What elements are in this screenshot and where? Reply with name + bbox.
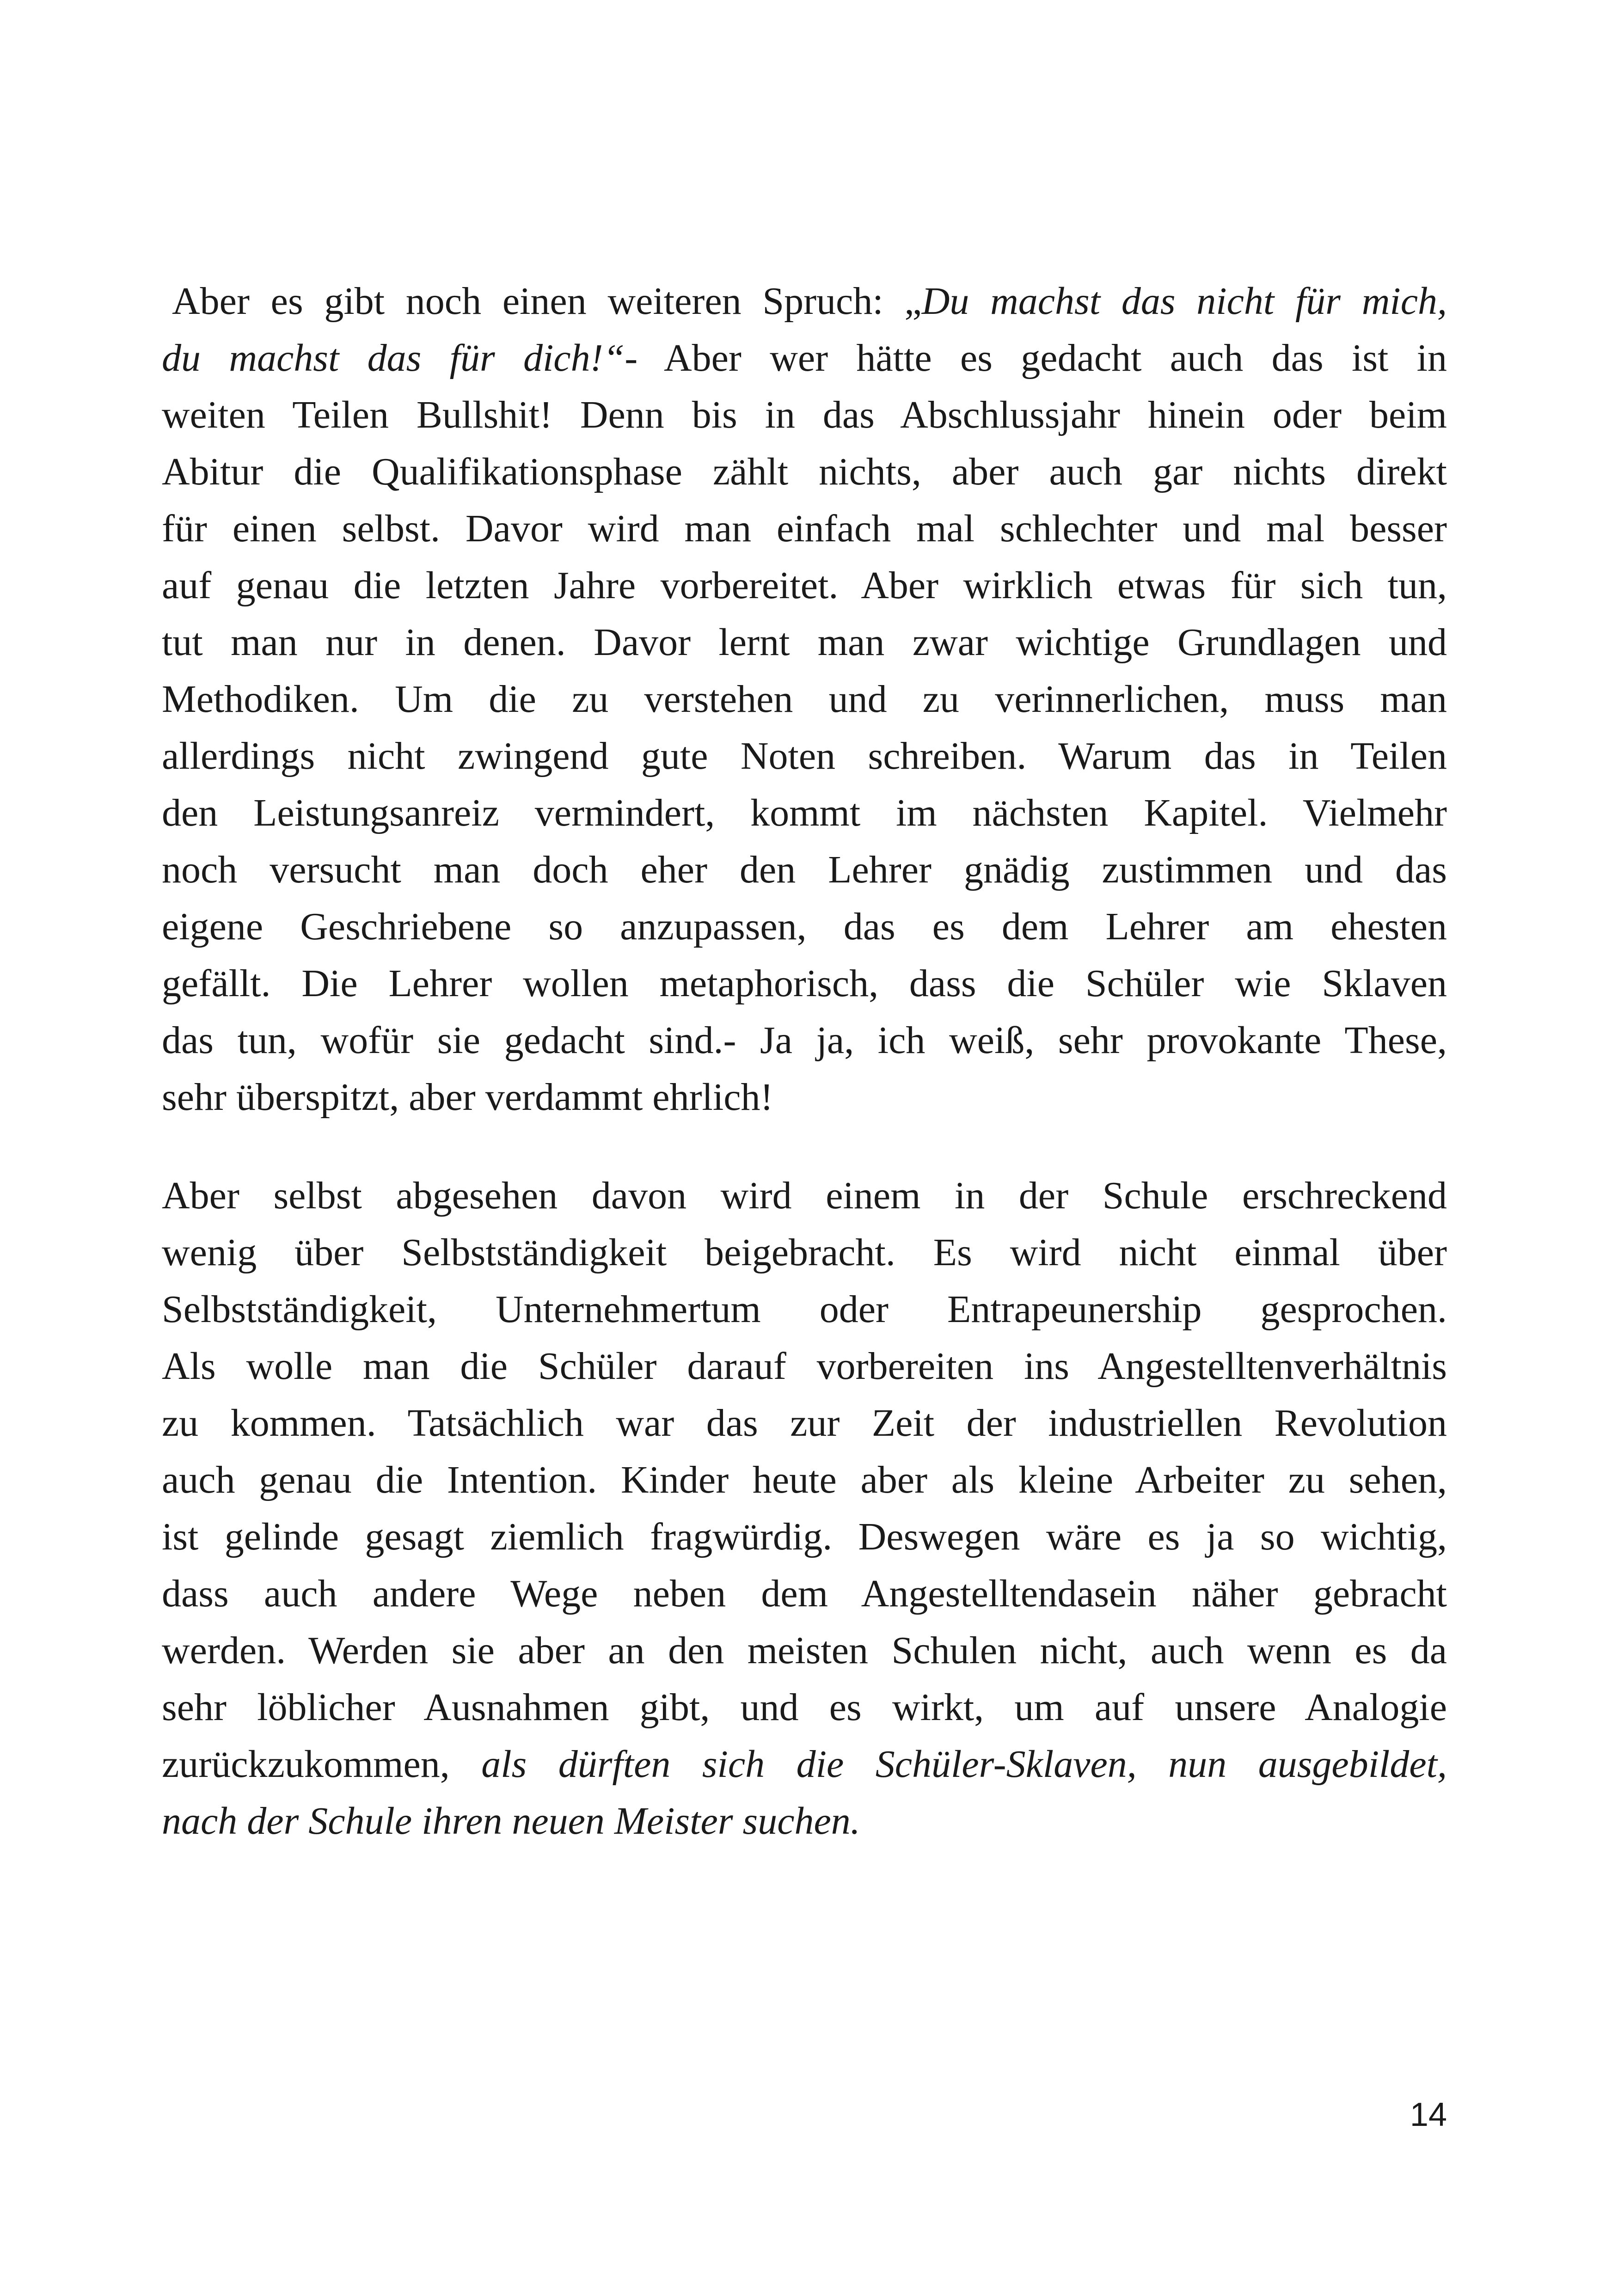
- text-line: Methodiken. Um die zu verstehen und zu verinnerlichen, muss man: [162, 678, 1447, 721]
- text-line: den Leistungsanreiz vermindert, kommt im nächsten Kapitel. Vielmehr: [162, 791, 1447, 834]
- text-run: - Aber wer hätte es gedacht auch das ist in: [625, 337, 1447, 380]
- text-line: auf genau die letzten Jahre vorbereitet. Aber wirklich etwas für sich tun,: [162, 564, 1447, 607]
- text-run: Aber es gibt noch einen weiteren Spruch: „: [172, 280, 922, 323]
- italic-text: nach der Schule ihren neuen Meister suchen.: [162, 1800, 860, 1843]
- text-line: Aber selbst abgesehen davon wird einem in der Schule erschreckend: [162, 1174, 1447, 1217]
- text-line: auch genau die Intention. Kinder heute aber als kleine Arbeiter zu sehen,: [162, 1458, 1447, 1501]
- italic-quote: du machst das für dich!“: [162, 337, 625, 380]
- italic-text: als dürften sich die Schüler-Sklaven, nun ausgebildet,: [481, 1743, 1447, 1786]
- text-line: Selbstständigkeit, Unternehmertum oder Entrapeunership gesprochen.: [162, 1288, 1447, 1331]
- italic-quote: Du machst das nicht für mich,: [921, 280, 1447, 323]
- text-line: Als wolle man die Schüler darauf vorbereiten ins Angestelltenverhältnis: [162, 1345, 1447, 1388]
- text-line: [162, 273, 1447, 330]
- text-line: für einen selbst. Davor wird man einfach mal schlechter und mal besser: [162, 507, 1447, 550]
- text-line: weiten Teilen Bullshit! Denn bis in das Abschlussjahr hinein oder beim: [162, 393, 1447, 436]
- text-line: ist gelinde gesagt ziemlich fragwürdig. Deswegen wäre es ja so wichtig,: [162, 1515, 1447, 1558]
- text-line: [162, 1736, 1447, 1793]
- text-run: zurückzukommen,: [162, 1743, 482, 1786]
- text-line: dass auch andere Wege neben dem Angestelltendasein näher gebracht: [162, 1572, 1447, 1615]
- page-number: 14: [1410, 2096, 1447, 2133]
- text-line: das tun, wofür sie gedacht sind.- Ja ja, ich weiß, sehr provokante These,: [162, 1019, 1447, 1062]
- paragraph-1: [162, 273, 1447, 1126]
- text-line: allerdings nicht zwingend gute Noten schreiben. Warum das in Teilen: [162, 735, 1447, 778]
- paragraph-2: [162, 1167, 1447, 1849]
- text-line: [162, 330, 1447, 386]
- text-line: sehr löblicher Ausnahmen gibt, und es wirkt, um auf unsere Analogie: [162, 1686, 1447, 1729]
- text-line: eigene Geschriebene so anzupassen, das es dem Lehrer am ehesten: [162, 905, 1447, 948]
- text-line: sehr überspitzt, aber verdammt ehrlich!: [162, 1076, 773, 1119]
- text-line: tut man nur in denen. Davor lernt man zwar wichtige Grundlagen und: [162, 621, 1447, 664]
- text-line: [162, 1793, 1447, 1849]
- text-line: werden. Werden sie aber an den meisten Schulen nicht, auch wenn es da: [162, 1629, 1447, 1672]
- text-line: noch versucht man doch eher den Lehrer gnädig zustimmen und das: [162, 848, 1447, 891]
- text-line: zu kommen. Tatsächlich war das zur Zeit der industriellen Revolution: [162, 1402, 1447, 1445]
- text-line: Abitur die Qualifikationsphase zählt nichts, aber auch gar nichts direkt: [162, 450, 1447, 493]
- text-line: gefällt. Die Lehrer wollen metaphorisch, dass die Schüler wie Sklaven: [162, 962, 1447, 1005]
- text-line: wenig über Selbstständigkeit beigebracht. Es wird nicht einmal über: [162, 1231, 1447, 1274]
